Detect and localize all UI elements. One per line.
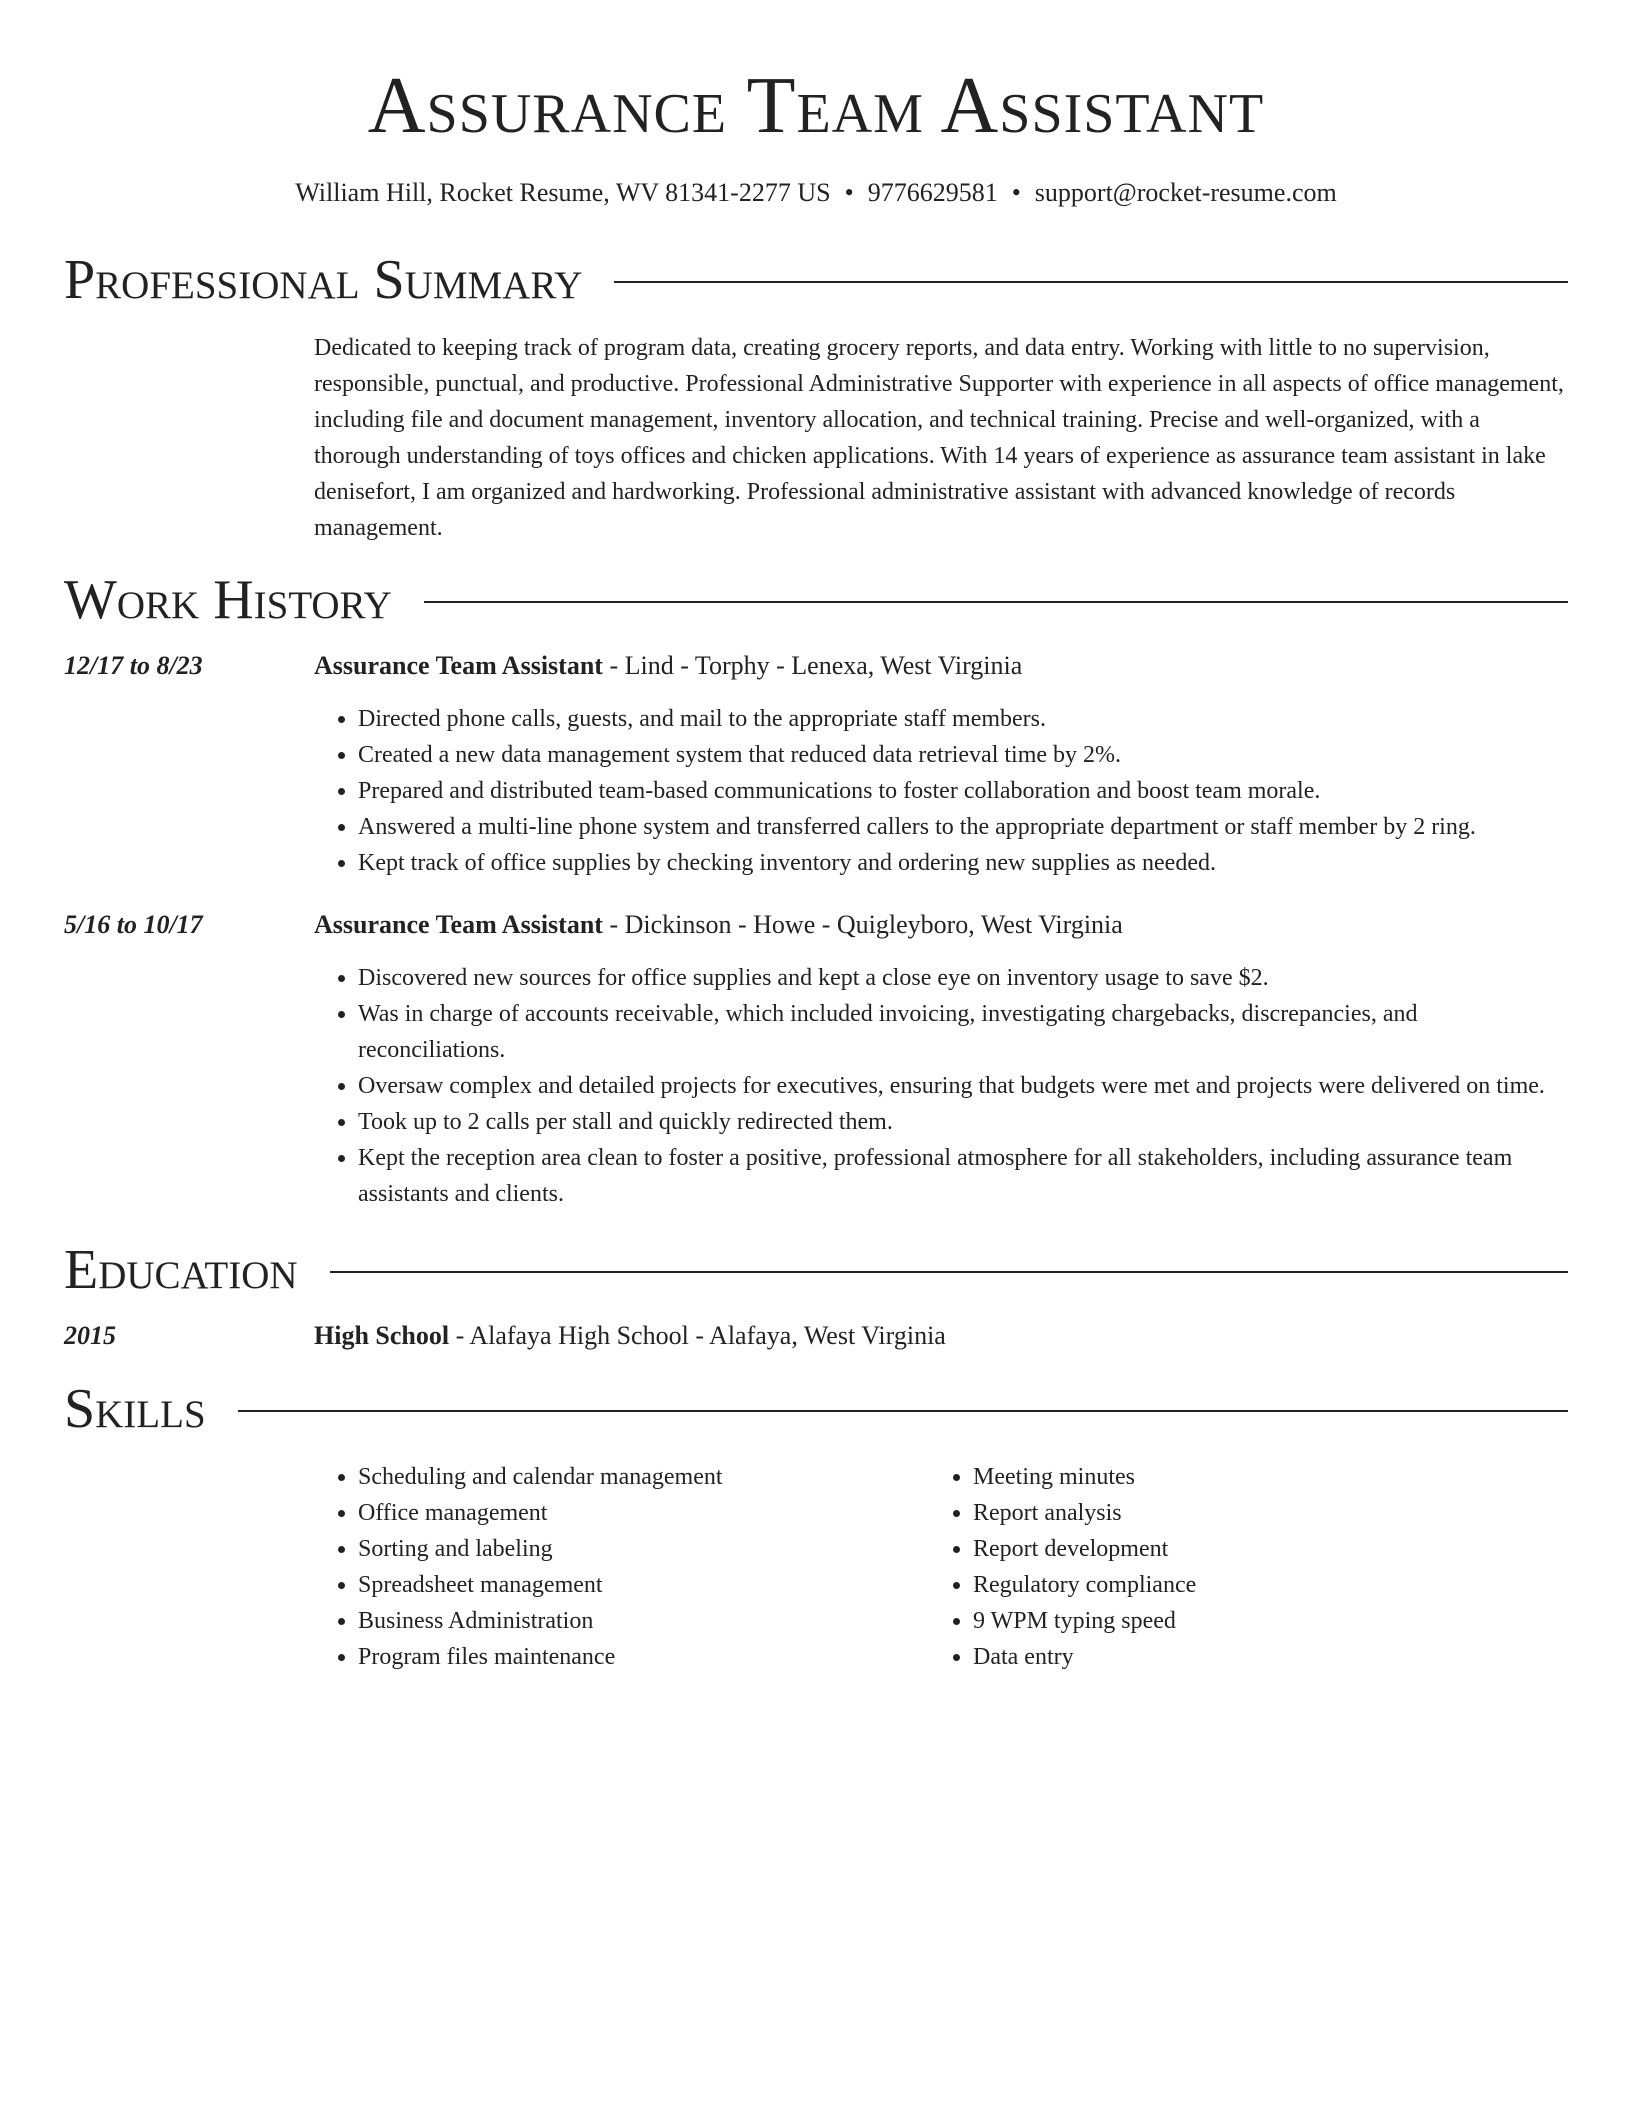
education-section-header xyxy=(64,1238,1568,1302)
contact-phone: 9776629581 xyxy=(867,178,998,207)
work-section-header xyxy=(64,568,1568,632)
list-item: • Regulatory compliance xyxy=(973,1567,1544,1603)
education-heading: Education xyxy=(64,1239,298,1301)
list-item: • Discovered new sources for office supplies and kept a close eye on inventory usage to save $2. xyxy=(358,960,1568,996)
section-divider xyxy=(238,1410,1568,1412)
skills-section-header xyxy=(64,1377,1568,1441)
list-item: • Report analysis xyxy=(973,1495,1544,1531)
summary-section-header xyxy=(64,248,1568,312)
work-role-line xyxy=(314,907,1568,944)
list-item: • Kept track of office supplies by checking inventory and ordering new supplies as needed. xyxy=(358,845,1568,881)
work-role-line xyxy=(314,648,1568,685)
list-item: • Prepared and distributed team-based communications to foster collaboration and boost team morale. xyxy=(358,773,1568,809)
contact-line xyxy=(64,176,1568,210)
list-item: • Scheduling and calendar management xyxy=(358,1459,929,1495)
list-item: • Created a new data management system that reduced data retrieval time by 2%. xyxy=(358,737,1568,773)
education-school-location: - Alafaya High School - Alafaya, West Virginia xyxy=(449,1321,946,1350)
job-bullets xyxy=(314,701,1568,881)
job-employer-location: - Dickinson - Howe - Quigleyboro, West Virginia xyxy=(602,910,1123,939)
list-item: • Report development xyxy=(973,1531,1544,1567)
skills-column-left xyxy=(314,1459,929,1675)
summary-text: Dedicated to keeping track of program data, creating grocery reports, and data entry. Working with little to no supervision, responsible, punctual, and productive. Professional Administrative Supporter with experience in all aspects of office management, including file and document management, inventory allocation, and technical training. Precise and well-organized, with a thorough understanding of toys offices and chicken applications. With 14 years of experience as assurance team assistant in lake denisefort, I am organized and hardworking. Professional administrative assistant with advanced knowledge of records management. xyxy=(314,335,1564,541)
summary-heading: Professional Summary xyxy=(64,249,583,311)
work-entry xyxy=(64,648,1568,881)
list-item: • Spreadsheet management xyxy=(358,1567,929,1603)
list-item: • Meeting minutes xyxy=(973,1459,1544,1495)
section-divider xyxy=(330,1271,1568,1273)
list-item: • Directed phone calls, guests, and mail to the appropriate staff members. xyxy=(358,701,1568,737)
resume-title: Assurance Team Assistant xyxy=(367,62,1265,150)
summary-row xyxy=(64,330,1568,546)
education-entry xyxy=(64,1318,1568,1355)
contact-separator: • xyxy=(844,178,854,207)
contact-email: support@rocket-resume.com xyxy=(1034,178,1337,207)
contact-separator: • xyxy=(1011,178,1021,207)
education-degree: High School xyxy=(314,1321,450,1350)
work-entry-body xyxy=(314,648,1568,881)
list-item: • Oversaw complex and detailed projects for executives, ensuring that budgets were met and projects were delivered on time. xyxy=(358,1068,1568,1104)
education-year: 2015 xyxy=(64,1321,116,1350)
list-item: • Program files maintenance xyxy=(358,1639,929,1675)
work-dates: 12/17 to 8/23 xyxy=(64,651,203,680)
work-dates: 5/16 to 10/17 xyxy=(64,910,203,939)
list-item: • Was in charge of accounts receivable, which included invoicing, investigating chargebacks, discrepancies, and reconciliations. xyxy=(358,996,1568,1068)
list-item: • Sorting and labeling xyxy=(358,1531,929,1567)
education-body xyxy=(314,1318,1568,1355)
skills-columns xyxy=(314,1459,1568,1675)
section-divider xyxy=(614,281,1568,283)
work-entry xyxy=(64,907,1568,1212)
skills-list-left xyxy=(314,1459,929,1675)
skills-column-right xyxy=(929,1459,1544,1675)
work-heading: Work History xyxy=(64,569,392,631)
job-title: Assurance Team Assistant xyxy=(314,910,603,939)
skills-row xyxy=(64,1459,1568,1675)
work-entry-body xyxy=(314,907,1568,1212)
summary-left-spacer xyxy=(64,330,314,546)
list-item: • Took up to 2 calls per stall and quickly redirected them. xyxy=(358,1104,1568,1140)
contact-address: William Hill, Rocket Resume, WV 81341-2277 US xyxy=(295,178,831,207)
list-item: • Kept the reception area clean to foster a positive, professional atmosphere for all stakeholders, including assurance team assistants and clients. xyxy=(358,1140,1568,1212)
job-bullets xyxy=(314,960,1568,1212)
job-employer-location: - Lind - Torphy - Lenexa, West Virginia xyxy=(602,651,1023,680)
section-divider xyxy=(424,601,1568,603)
job-title: Assurance Team Assistant xyxy=(314,651,603,680)
skills-list-right xyxy=(929,1459,1544,1675)
skills-left-spacer xyxy=(64,1459,314,1675)
list-item: • Data entry xyxy=(973,1639,1544,1675)
list-item: • 9 WPM typing speed xyxy=(973,1603,1544,1639)
list-item: • Business Administration xyxy=(358,1603,929,1639)
list-item: • Answered a multi-line phone system and transferred callers to the appropriate department or staff member by 2 ring. xyxy=(358,809,1568,845)
skills-heading: Skills xyxy=(64,1378,206,1440)
list-item: • Office management xyxy=(358,1495,929,1531)
